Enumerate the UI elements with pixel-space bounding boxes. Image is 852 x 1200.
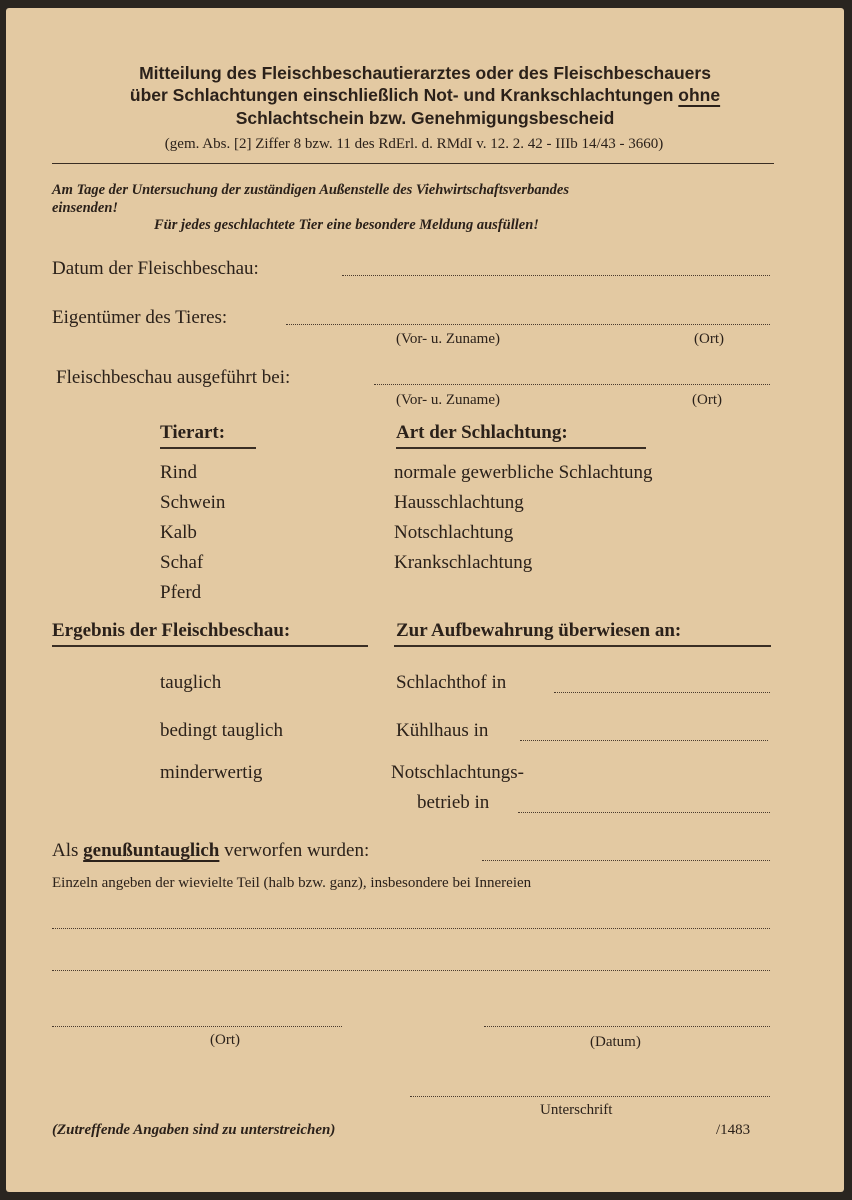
owner-label: Eigentümer des Tieres: <box>52 307 228 328</box>
title-line-2 <box>6 84 844 106</box>
result-header: Ergebnis der Fleischbeschau: <box>52 620 291 641</box>
discard-line-1[interactable] <box>52 928 770 929</box>
result-item[interactable]: bedingt tauglich <box>160 720 283 741</box>
coldstore-label: Kühlhaus in <box>396 720 489 741</box>
discard-line-2[interactable] <box>52 970 770 971</box>
form-number: /1483 <box>716 1122 751 1138</box>
discard-label-c: verworfen wurden: <box>219 840 370 861</box>
place-field[interactable] <box>52 1026 342 1027</box>
slaughterhouse-label: Schlachthof in <box>396 672 507 693</box>
signature-hint: Unterschrift <box>540 1102 613 1118</box>
instruction-line-3: Für jedes geschlachtete Tier eine besondere Meldung ausfüllen! <box>154 217 539 233</box>
result-item[interactable]: tauglich <box>160 672 222 693</box>
form-card <box>6 8 844 1192</box>
slaughter-item[interactable]: Krankschlachtung <box>394 552 533 573</box>
owner-field[interactable] <box>286 324 770 325</box>
title-emphasis: ohne <box>678 85 721 105</box>
emergency-field[interactable] <box>518 812 770 813</box>
result-item[interactable]: minderwertig <box>160 762 263 783</box>
instruction-line-2: einsenden! <box>52 200 119 216</box>
result-header-rule <box>52 645 368 647</box>
instruction-line-1: Am Tage der Untersuchung der zuständigen Außenstelle des Viehwirtschaftsverbandes <box>52 182 569 198</box>
slaughter-item[interactable]: Notschlachtung <box>394 522 514 543</box>
place-hint: (Ort) <box>210 1032 240 1048</box>
slaughter-header: Art der Schlachtung: <box>396 422 568 443</box>
animal-item[interactable]: Kalb <box>160 522 197 543</box>
title-line-2-text: über Schlachtungen einschließlich Not- und Krankschlachtungen <box>129 85 679 105</box>
slaughter-item[interactable]: normale gewerbliche Schlachtung <box>394 462 653 483</box>
animal-item[interactable]: Rind <box>160 462 197 483</box>
footer-note: (Zutreffende Angaben sind zu unterstreichen) <box>52 1122 336 1138</box>
date-label: Datum der Fleischbeschau: <box>52 258 259 279</box>
slaughter-item[interactable]: Hausschlachtung <box>394 492 524 513</box>
signature-field[interactable] <box>410 1096 770 1097</box>
date-field[interactable] <box>342 275 770 276</box>
inspected-label: Fleischbeschau ausgeführt bei: <box>56 367 291 388</box>
animal-header: Tierart: <box>160 422 226 443</box>
owner-name-hint: (Vor- u. Zuname) <box>396 331 500 347</box>
animal-item[interactable]: Schaf <box>160 552 204 573</box>
emergency-label-1: Notschlachtungs- <box>391 762 524 783</box>
inspected-name-hint: (Vor- u. Zuname) <box>396 392 500 408</box>
storage-header-rule <box>394 645 771 647</box>
coldstore-field[interactable] <box>520 740 768 741</box>
title-line-1: Mitteilung des Fleischbeschautierarztes oder des Fleischbeschauers <box>139 63 711 83</box>
slaughter-header-rule <box>396 447 646 449</box>
discard-field[interactable] <box>482 860 770 861</box>
emergency-label-2: betrieb in <box>417 792 490 813</box>
animal-item[interactable]: Schwein <box>160 492 226 513</box>
discard-hint: Einzeln angeben der wievielte Teil (halb bzw. ganz), insbesondere bei Innereien <box>52 875 532 891</box>
header-divider <box>52 163 774 164</box>
discard-label-a: Als <box>52 840 84 861</box>
inspected-field[interactable] <box>374 384 770 385</box>
slaughterhouse-field[interactable] <box>554 692 770 693</box>
discard-label <box>52 840 369 862</box>
owner-place-hint: (Ort) <box>694 331 724 347</box>
date-hint: (Datum) <box>590 1034 641 1050</box>
inspected-place-hint: (Ort) <box>692 392 722 408</box>
date-sign-field[interactable] <box>484 1026 770 1027</box>
discard-emphasis: genußuntauglich <box>83 840 220 861</box>
storage-header: Zur Aufbewahrung überwiesen an: <box>396 620 682 641</box>
legal-reference: (gem. Abs. [2] Ziffer 8 bzw. 11 des RdErl. d. RMdI v. 12. 2. 42 - IIIb 14/43 - 3660) <box>164 136 664 152</box>
title-line-3: Schlachtschein bzw. Genehmigungsbescheid <box>235 108 615 128</box>
animal-header-rule <box>160 447 256 449</box>
animal-item[interactable]: Pferd <box>160 582 202 603</box>
